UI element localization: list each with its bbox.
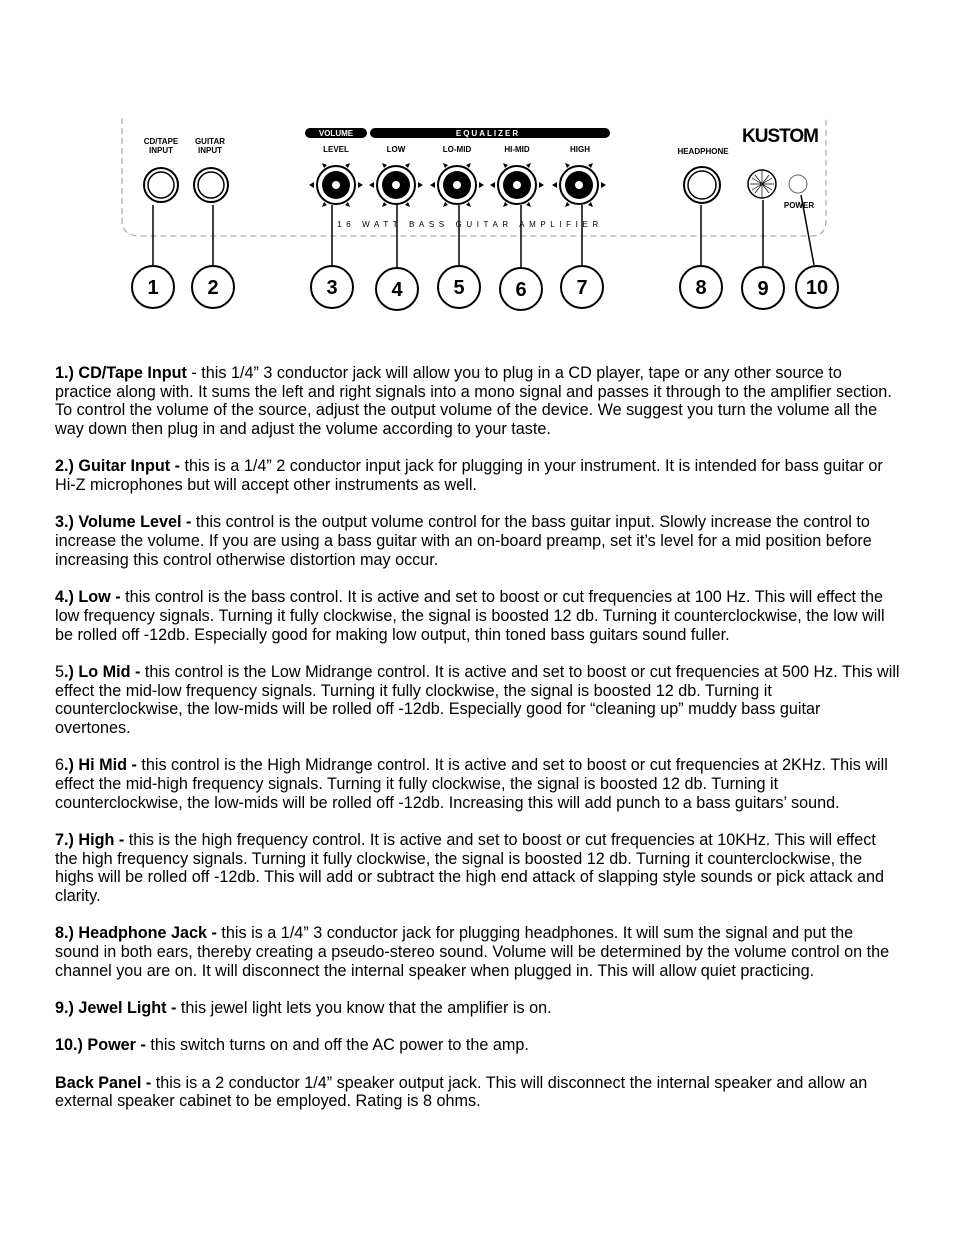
descriptions: [55, 364, 900, 1130]
item-title: 9.) Jewel Light -: [55, 999, 177, 1018]
item-title: .) Lo Mid -: [64, 662, 141, 681]
guitar-input-jack: [194, 168, 228, 202]
model-text: 16 WATT BASS GUITAR AMPLIFIER: [337, 220, 603, 229]
cd-tape-label-2: INPUT: [149, 146, 173, 155]
item-body: this control is the bass control. It is active and set to boost or cut frequencies at 100 Hz. This will effect the low frequency signals. Turning it fully clockwise, the signal is boosted 12 db. Turning it counterclockwise, the low will be rolled off -12db. Especially good for making low output, thin toned bass guitars sound fuller.: [55, 588, 885, 644]
kustom-logo: KUSTOM: [742, 126, 818, 147]
guitar-label-1: GUITAR: [194, 137, 226, 146]
callout-5: 5: [453, 277, 465, 299]
callout-2: 2: [207, 277, 219, 299]
item-guitar-input: [55, 457, 900, 494]
item-body: - this 1/4” 3 conductor jack will allow you to plug in a CD player, tape or any other source to practice along with. It sums the left and right signals into a mono signal and passes it through to the amplifier section. To control the volume of the source, adjust the output volume of the device. We suggest you turn the volume all the way down then plug in and adjust the volume according to your taste.: [55, 364, 892, 439]
hi-mid-knob: [490, 163, 544, 207]
volume-level-knob: [309, 163, 363, 207]
leader-lines: [153, 195, 814, 268]
headphone-label: HEADPHONE: [677, 147, 729, 156]
item-title: Back Panel -: [55, 1073, 152, 1092]
callout-1: 1: [147, 277, 159, 299]
item-lead: 5: [55, 662, 65, 681]
callout-9: 9: [757, 278, 769, 300]
low-knob: [369, 163, 423, 207]
item-body: this control is the Low Midrange control. It is active and set to boost or cut frequencies at 500 Hz. This will effect the mid-low frequency signals. Turning it fully clockwise, the signal is boosted 12 db. Turning it counterclockwise, the low-mids will be rolled off -12db. Especially good for “cleaning up” muddy bass guitar overtones.: [55, 662, 900, 737]
power-switch: [789, 175, 807, 193]
item-body: this control is the High Midrange control. It is active and set to boost or cut frequencies at 2KHz. This will effect the mid-high frequency signals. Turning it fully clockwise, the signal is boosted 12 db. Turning it counterclockwise, the low-mids will be rolled off -12db. Increasing this will add punch to a bass guitars’ sound.: [55, 756, 888, 812]
equalizer-section-label: EQUALIZER: [455, 129, 521, 138]
item-lo-mid: [55, 663, 900, 738]
item-body: this is a 1/4” 2 conductor input jack for plugging in your instrument. It is intended for bass guitar or Hi-Z microphones but will accept other instruments as well.: [55, 457, 883, 495]
callout-6: 6: [515, 279, 527, 301]
low-label: LOW: [386, 145, 406, 154]
item-title: 2.) Guitar Input -: [55, 457, 180, 476]
callout-10: 10: [805, 277, 829, 299]
item-headphone-jack: [55, 924, 900, 980]
item-body: this is a 2 conductor 1/4” speaker output jack. This will disconnect the internal speaker and allow an external speaker cabinet to be employed. Rating is 8 ohms.: [55, 1073, 868, 1111]
item-body: this control is the output volume control for the bass guitar input. Slowly increase the control to increase the volume. If you are using a bass guitar with an on-board preamp, set it’s level for a mid position before increasing this control otherwise distortion may occur.: [55, 513, 872, 569]
callout-7: 7: [576, 277, 588, 299]
item-title: .) Hi Mid -: [64, 756, 137, 775]
item-back-panel: [55, 1074, 900, 1111]
item-lead: 6: [55, 756, 65, 775]
item-power: [55, 1036, 900, 1055]
item-body: this jewel light lets you know that the amplifier is on.: [176, 999, 552, 1018]
jewel-light-icon: [748, 170, 776, 198]
item-title: 8.) Headphone Jack -: [55, 924, 217, 943]
item-title: 1.) CD/Tape Input: [55, 364, 187, 382]
item-body: this switch turns on and off the AC power to the amp.: [145, 1036, 529, 1055]
item-body: this is the high frequency control. It is active and set to boost or cut frequencies at 10KHz. This will effect the high frequency signals. Turning it fully clockwise, the signal is boosted 12 db. Turning it counterclockwise, the highs will be rolled off -12db. This will add or subtract the high end attack of slapping style sounds or pick attack and clarity.: [55, 830, 885, 906]
front-panel-diagram: [0, 0, 954, 340]
item-title: 3.) Volume Level -: [55, 513, 192, 532]
item-low: [55, 588, 900, 644]
cd-tape-input-jack: [144, 168, 178, 202]
high-label: HIGH: [570, 145, 590, 154]
lo-mid-label: LO-MID: [442, 145, 472, 154]
callout-3: 3: [326, 277, 338, 299]
guitar-label-2: INPUT: [198, 146, 222, 155]
callout-4: 4: [391, 279, 403, 301]
power-label: POWER: [783, 201, 815, 210]
item-title: 4.) Low -: [55, 588, 121, 607]
callout-circles: [132, 266, 838, 310]
lo-mid-knob: [430, 163, 484, 207]
item-body: this is a 1/4” 3 conductor jack for plugging headphones. It will sum the signal and put the sound in both ears, thereby creating a pseudo-stereo sound. Volume will be determined by the volume control on the channel you are on. It will disconnect the internal speaker when plugged in. This will allow quiet practicing.: [55, 924, 890, 980]
item-title: 10.) Power -: [55, 1036, 146, 1055]
headphone-jack: [684, 167, 720, 203]
hi-mid-label: HI-MID: [504, 145, 530, 154]
item-title: 7.) High -: [55, 830, 125, 849]
item-high: [55, 831, 900, 906]
item-cd-tape-input: [55, 364, 900, 439]
item-jewel-light: [55, 999, 900, 1018]
item-volume-level: [55, 513, 900, 569]
level-label: LEVEL: [323, 145, 349, 154]
cd-tape-label-1: CD/TAPE: [143, 137, 179, 146]
volume-section-label: VOLUME: [318, 129, 354, 138]
high-knob: [552, 163, 606, 207]
item-hi-mid: [55, 756, 900, 812]
callout-8: 8: [695, 277, 707, 299]
